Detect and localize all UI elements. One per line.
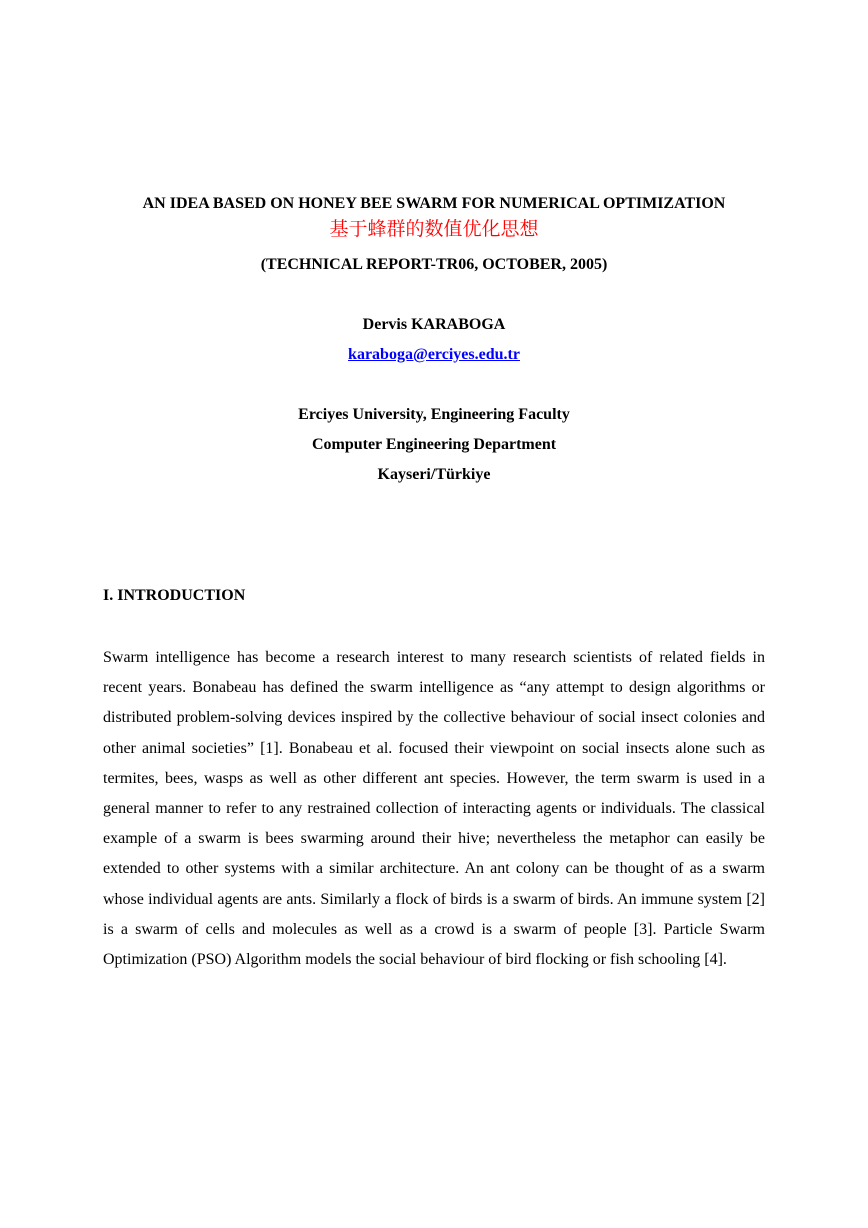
section-heading: I. INTRODUCTION <box>103 587 246 604</box>
author-email-link[interactable]: karaboga@erciyes.edu.tr <box>348 346 520 363</box>
report-info: (TECHNICAL REPORT-TR06, OCTOBER, 2005) <box>260 256 608 273</box>
author-email-line <box>0 345 868 365</box>
affiliation-department: Computer Engineering Department <box>311 436 557 453</box>
affiliation-university: Erciyes University, Engineering Faculty <box>298 406 570 423</box>
author-name: Dervis KARABOGA <box>362 316 506 333</box>
paper-title-chinese: 基于蜂群的数值优化思想 <box>329 218 539 240</box>
affiliation-location: Kayseri/Türkiye <box>377 466 491 483</box>
introduction-paragraph: Swarm intelligence has become a research interest to many research scientists of related fields in recent years. Bonabeau has defined the swarm intelligence as “any attempt to design algorithms or distributed problem-solving devices inspired by the collective behaviour of social insect colonies and other animal societies” [1]. Bonabeau et al. focused their viewpoint on social insects alone such as termites, bees, wasps as well as other different ant species. However, the term swarm is used in a general manner to refer to any restrained collection of interacting agents or individuals. The classical example of a swarm is bees swarming around their hive; nevertheless the metaphor can easily be extended to other systems with a similar architecture. An ant colony can be thought of as a swarm whose individual agents are ants. Similarly a flock of birds is a swarm of birds. An immune system [2] is a swarm of cells and molecules as well as a crowd is a swarm of people [3]. Particle Swarm Optimization (PSO) Algorithm models the social behaviour of bird flocking or fish schooling [4]. <box>103 649 765 969</box>
paper-title: AN IDEA BASED ON HONEY BEE SWARM FOR NUMERICAL OPTIMIZATION <box>142 195 726 212</box>
